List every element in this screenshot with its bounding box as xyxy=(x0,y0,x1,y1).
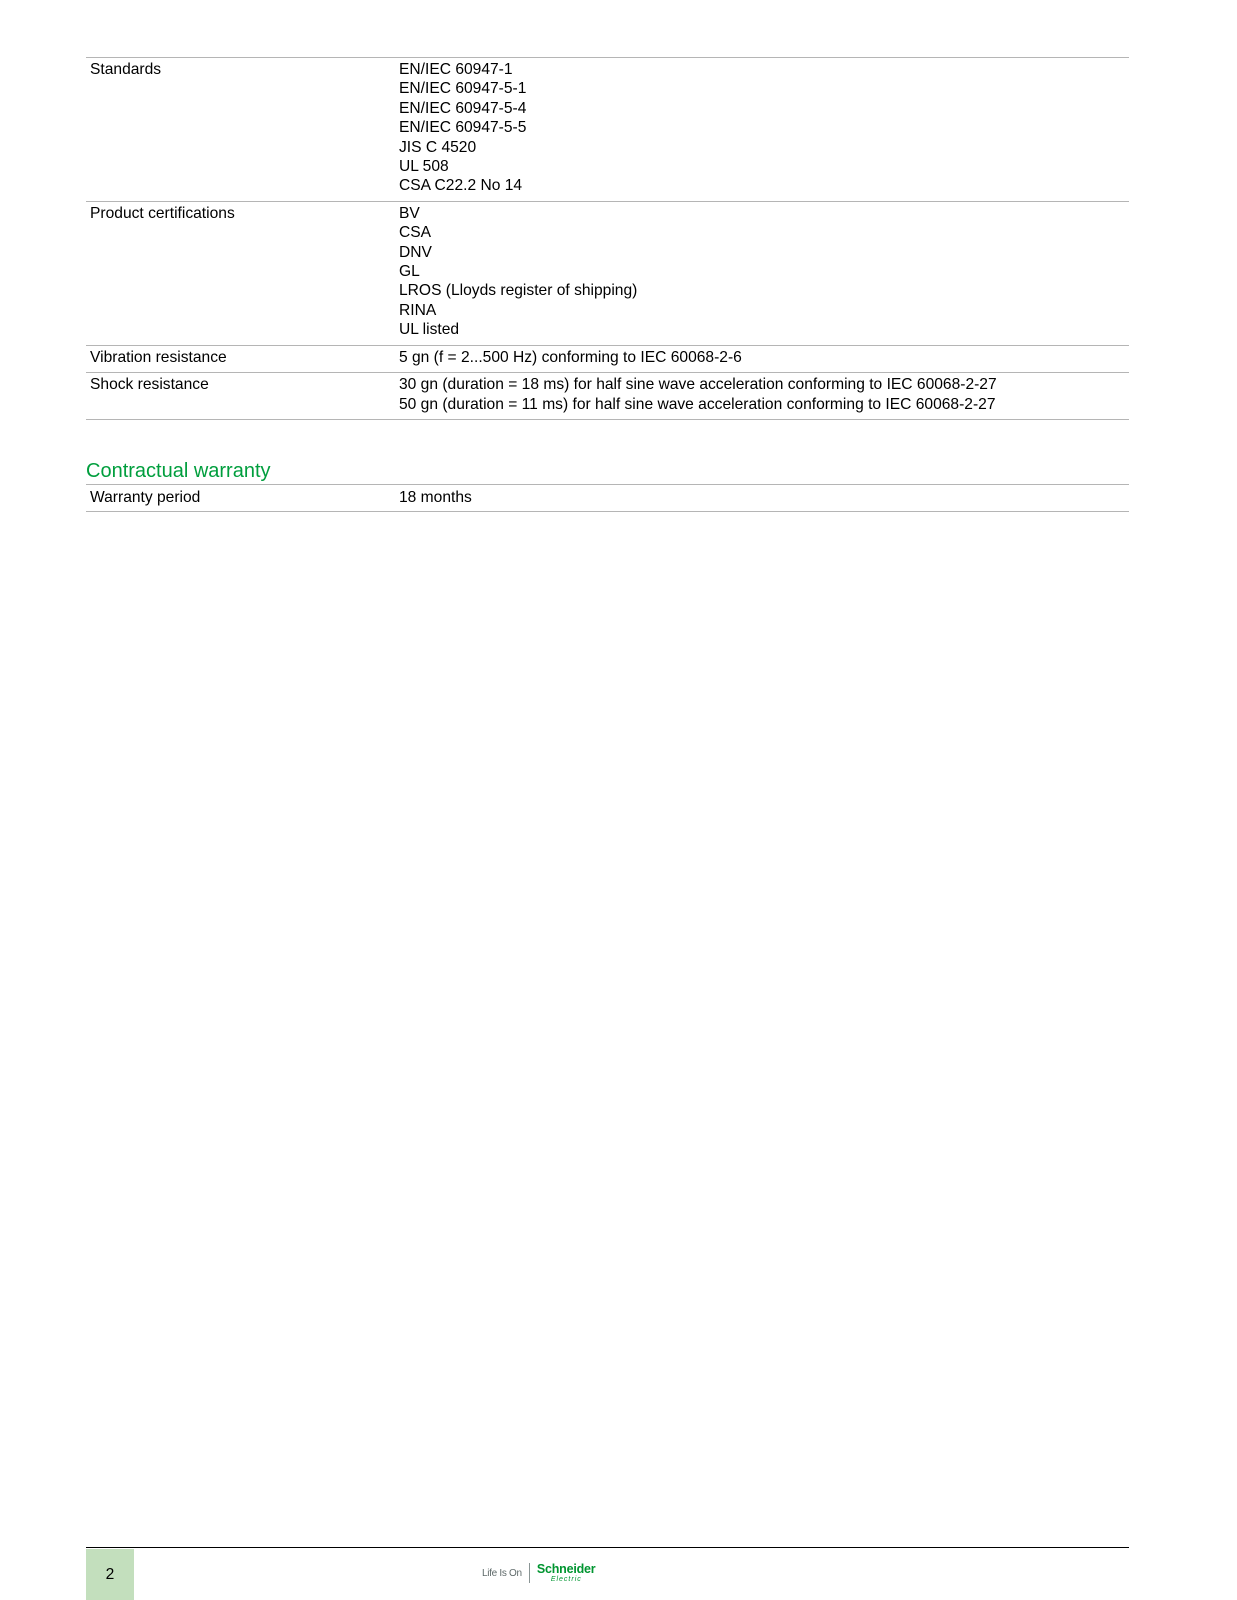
spec-label: Standards xyxy=(86,58,399,202)
logo-brand-sub: Electric xyxy=(550,1575,582,1583)
table-row xyxy=(86,373,1129,420)
spec-value-line: RINA xyxy=(399,301,437,319)
spec-value-line: 30 gn (duration = 18 ms) for half sine wave acceleration conforming to IEC 60068-2-27 xyxy=(399,376,997,394)
spec-label: Shock resistance xyxy=(86,373,399,420)
spec-value xyxy=(399,58,1129,202)
spec-table xyxy=(86,57,1129,420)
datasheet-page xyxy=(86,57,1129,512)
spec-value-line: BV xyxy=(399,204,420,222)
spec-label: Product certifications xyxy=(86,201,399,345)
warranty-table xyxy=(86,484,1129,512)
spec-value-line: UL listed xyxy=(399,321,460,339)
table-row xyxy=(86,58,1129,202)
schneider-electric-logo xyxy=(482,1562,595,1584)
spec-value-line: LROS (Lloyds register of shipping) xyxy=(399,282,638,300)
spec-value-line: CSA C22.2 No 14 xyxy=(399,177,523,195)
logo-divider xyxy=(529,1563,530,1583)
table-row xyxy=(86,201,1129,345)
spec-value-line: EN/IEC 60947-5-1 xyxy=(399,80,527,98)
spec-value: 18 months xyxy=(399,484,1129,511)
spec-value-line: JIS C 4520 xyxy=(399,138,477,156)
spec-value xyxy=(399,345,1129,372)
spec-value-line: EN/IEC 60947-5-4 xyxy=(399,99,527,117)
spec-value-line: DNV xyxy=(399,243,432,261)
section-title-warranty: Contractual warranty xyxy=(86,459,271,482)
spec-value-line: CSA xyxy=(399,224,432,242)
spec-value xyxy=(399,201,1129,345)
spec-value-line: EN/IEC 60947-5-5 xyxy=(399,119,527,137)
spec-value xyxy=(399,373,1129,420)
spec-value-line: GL xyxy=(399,263,420,281)
logo-brand xyxy=(537,1563,596,1583)
spec-label: Warranty period xyxy=(86,484,399,511)
spec-value-line: 5 gn (f = 2...500 Hz) conforming to IEC 60068-2-6 xyxy=(399,348,742,366)
page-number: 2 xyxy=(86,1549,134,1600)
spec-label: Vibration resistance xyxy=(86,345,399,372)
footer-divider xyxy=(86,1547,1129,1548)
logo-tagline: Life Is On xyxy=(482,1567,522,1579)
spec-value-line: EN/IEC 60947-1 xyxy=(399,61,513,78)
table-row xyxy=(86,345,1129,372)
logo-brand-name: Schneider xyxy=(536,1562,596,1577)
table-row xyxy=(86,484,1129,511)
spec-value-line: UL 508 xyxy=(399,158,449,176)
spec-value-line: 50 gn (duration = 11 ms) for half sine wave acceleration conforming to IEC 60068-2-27 xyxy=(399,395,996,413)
